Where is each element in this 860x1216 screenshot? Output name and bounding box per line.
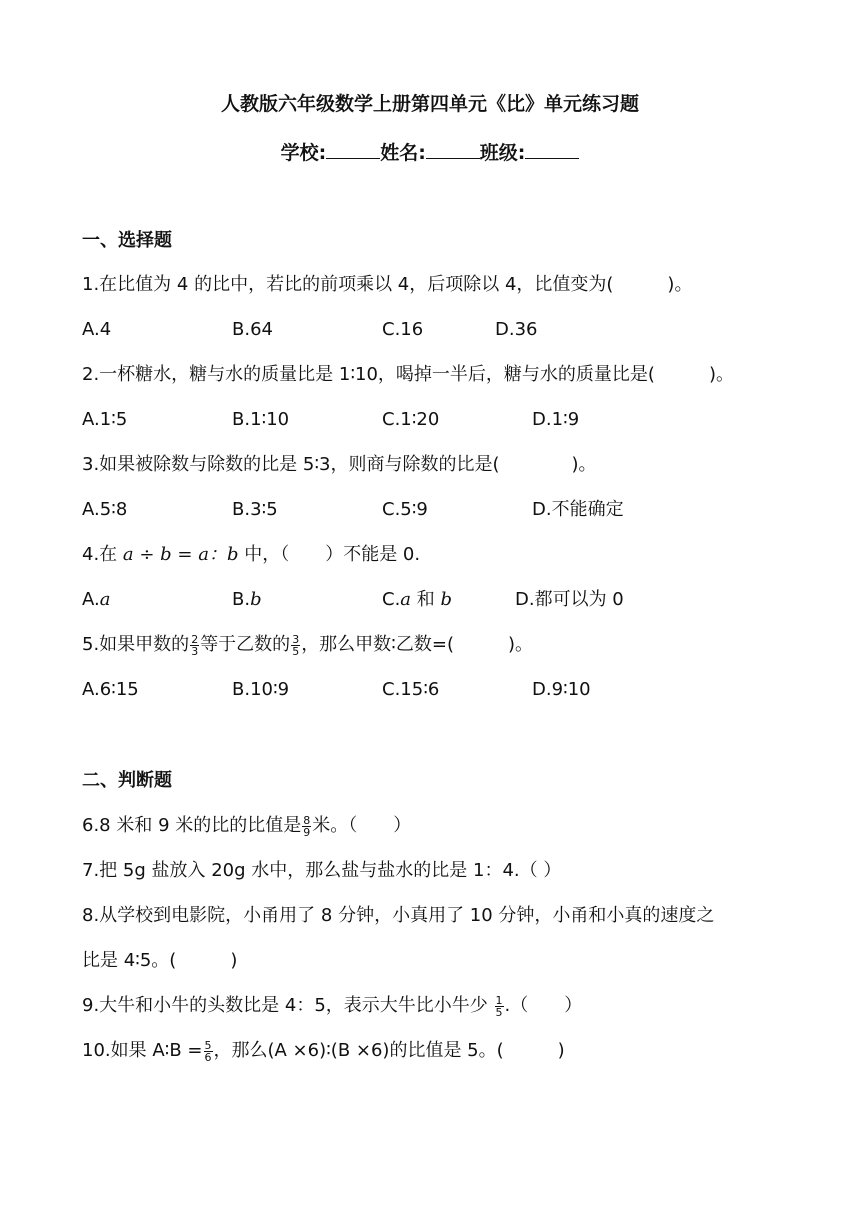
question-2: 2.一杯糖水，糖与水的质量比是 1∶10，喝掉一半后，糖与水的质量比是( )。: [82, 364, 734, 385]
q2-option-b: B.1∶10: [232, 409, 290, 430]
question-7: 7.把 5g 盐放入 20g 水中，那么盐与盐水的比是 1：4.（ ）: [82, 860, 562, 881]
school-label: 学校:: [280, 142, 327, 164]
q4-option-c-var2: b: [440, 589, 453, 610]
class-label: 班级:: [479, 142, 526, 164]
q3-option-a: A.5∶8: [82, 499, 128, 520]
q4-option-c-and: 和: [416, 589, 435, 610]
q6-part1: 6.8 米和 9 米的比的比值是: [82, 815, 302, 836]
question-9: [82, 994, 582, 1018]
question-5: [82, 633, 533, 657]
question-8-line-1: 8.从学校到电影院，小甬用了 8 分钟，小真用了 10 分钟，小甬和小真的速度之: [82, 905, 715, 926]
question-1: 1.在比值为 4 的比中，若比的前项乘以 4，后项除以 4，比值变为( )。: [82, 274, 693, 295]
school-blank[interactable]: [326, 140, 380, 159]
q3-option-c: C.5∶9: [382, 499, 428, 520]
q6-denominator: 9: [303, 825, 311, 839]
q1-option-c: C.16: [382, 319, 424, 340]
question-3: 3.如果被除数与除数的比是 5∶3，则商与除数的比是( )。: [82, 454, 597, 475]
name-blank[interactable]: [426, 140, 480, 159]
question-10: [82, 1039, 565, 1063]
q5-option-b: B.10∶9: [232, 679, 290, 700]
q5-part3: ，那么甲数∶乙数=( )。: [301, 634, 533, 655]
section-heading-judgement: 二、判断题: [82, 770, 172, 791]
q4-option-a-var: a: [99, 589, 111, 610]
q9-numerator: 1: [495, 993, 503, 1007]
q10-part2: ，那么(A ×6)∶(B ×6)的比值是 5。( ): [213, 1040, 565, 1061]
q5-part1: 5.如果甲数的: [82, 634, 190, 655]
q4-suffix: 中，（ ）不能是 0.: [238, 544, 421, 565]
q3-option-d: D.不能确定: [532, 499, 624, 520]
q10-fraction: [204, 1040, 213, 1063]
q9-part2: .（ ）: [504, 995, 583, 1016]
q6-numerator: 8: [303, 813, 311, 827]
q5-frac1-denominator: 3: [191, 644, 199, 658]
q9-fraction: [495, 995, 504, 1018]
q4-option-b-label: B.: [232, 589, 251, 610]
q5-option-c: C.15∶6: [382, 679, 440, 700]
q2-option-c: C.1∶20: [382, 409, 440, 430]
q5-part2: 等于乙数的: [200, 634, 291, 655]
class-blank[interactable]: [525, 140, 579, 159]
q4-option-c: [382, 588, 452, 612]
q4-option-b-var: b: [250, 589, 262, 610]
q1-option-a: A.4: [82, 319, 112, 340]
section-heading-choice: 一、选择题: [82, 230, 172, 251]
q4-option-a: [82, 588, 110, 612]
q4-option-d: D.都可以为 0: [515, 589, 624, 610]
q2-option-d: D.1∶9: [532, 409, 580, 430]
q9-part1: 9.大牛和小牛的头数比是 4：5，表示大牛比小牛少: [82, 995, 494, 1016]
question-6: [82, 814, 411, 838]
q1-option-b: B.64: [232, 319, 273, 340]
q4-prefix: 4.在: [82, 544, 123, 565]
q4-expression: a ÷ b = a：b: [122, 544, 239, 565]
q10-numerator: 5: [204, 1038, 212, 1052]
name-label: 姓名:: [380, 142, 426, 164]
q2-option-a: A.1∶5: [82, 409, 128, 430]
q5-option-a: A.6∶15: [82, 679, 139, 700]
q5-fraction-1: [190, 634, 199, 657]
q1-option-d: D.36: [495, 319, 538, 340]
q3-option-b: B.3∶5: [232, 499, 278, 520]
student-info-line: [0, 140, 860, 165]
q5-frac1-numerator: 2: [191, 632, 199, 646]
q4-option-c-label: C.: [382, 589, 401, 610]
q6-fraction: [302, 815, 311, 838]
q4-option-c-var1: a: [400, 589, 412, 610]
page-title: 人教版六年级数学上册第四单元《比》单元练习题: [220, 93, 639, 115]
q10-part1: 10.如果 A∶B =: [82, 1040, 203, 1061]
q5-option-d: D.9∶10: [532, 679, 591, 700]
question-4: [82, 543, 420, 567]
q5-frac2-denominator: 5: [292, 644, 300, 658]
q4-option-b: [232, 588, 262, 612]
question-8-line-2: 比是 4∶5。( ): [82, 950, 238, 971]
q6-part2: 米。（ ）: [312, 815, 412, 836]
q5-fraction-2: [291, 634, 300, 657]
q5-frac2-numerator: 3: [292, 632, 300, 646]
q4-option-a-label: A.: [82, 589, 100, 610]
q9-denominator: 5: [495, 1005, 503, 1019]
q10-denominator: 6: [204, 1050, 212, 1064]
